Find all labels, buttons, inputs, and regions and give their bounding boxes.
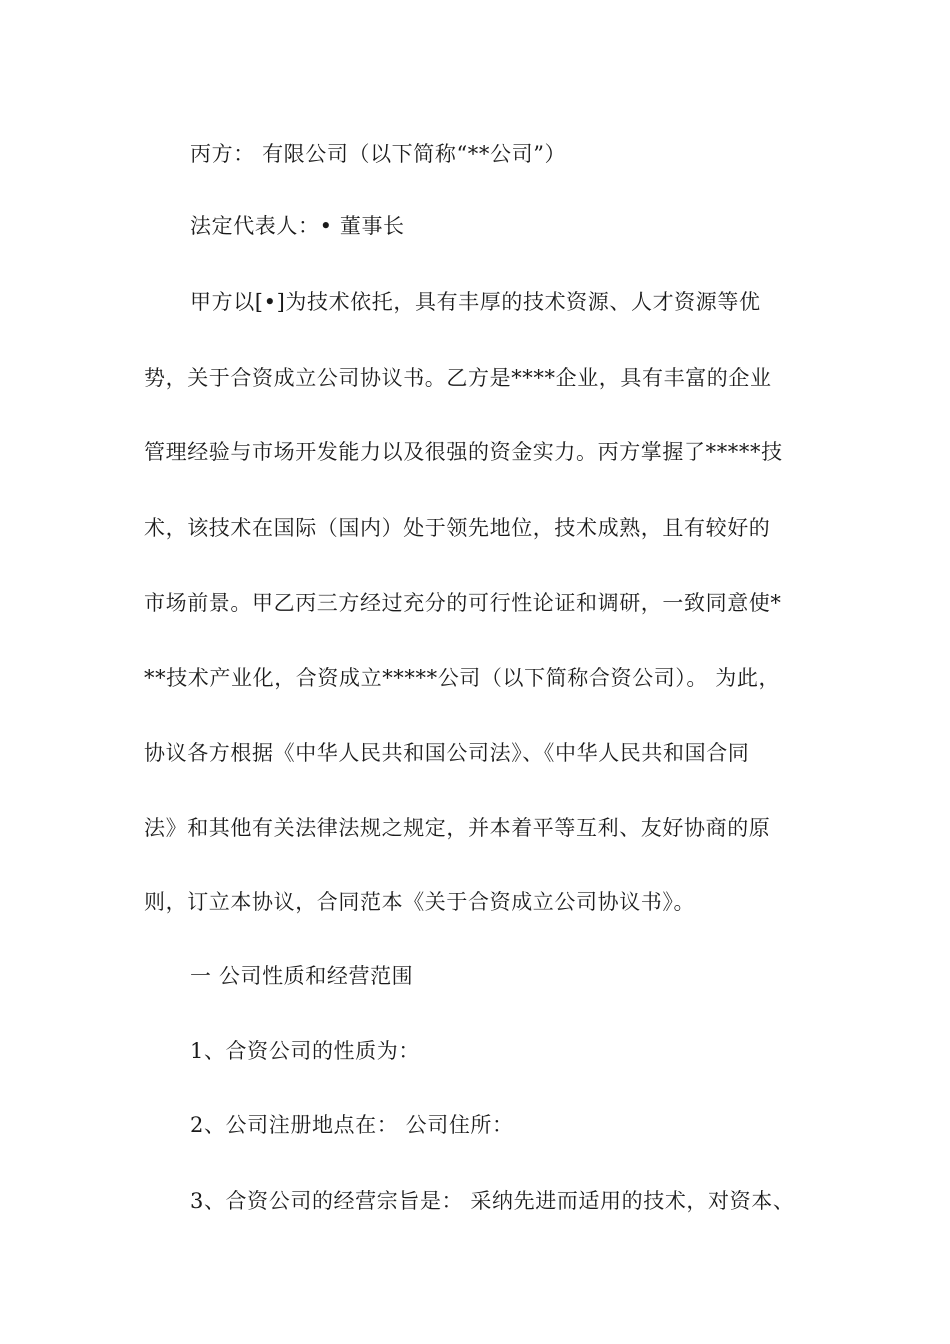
body-paragraph-line: 协议各方根据《中华人民共和国公司法》、《中华人民共和国合同 [144, 741, 750, 765]
clause-item: 1、合资公司的性质为： [190, 1039, 420, 1063]
body-paragraph-line: 甲方以[•]为技术依托，具有丰厚的技术资源、人才资源等优 [190, 290, 761, 314]
body-paragraph-line: 术，该技术在国际（国内）处于领先地位，技术成熟，且有较好的 [144, 516, 771, 540]
clause-item: 3、合资公司的经营宗旨是： 采纳先进而适用的技术，对资本、 [190, 1189, 795, 1213]
body-paragraph-line: 势，关于合资成立公司协议书。乙方是****企业，具有丰富的企业 [144, 366, 772, 390]
section-heading: 一 公司性质和经营范围 [190, 964, 414, 988]
party-c-line: 丙方： 有限公司（以下简称“**公司”） [190, 142, 567, 166]
body-paragraph-line: 市场前景。甲乙丙三方经过充分的可行性论证和调研，一致同意使* [144, 591, 782, 615]
body-paragraph-line: 法》和其他有关法律法规之规定，并本着平等互利、友好协商的原 [144, 816, 771, 840]
body-paragraph-line: 管理经验与市场开发能力以及很强的资金实力。丙方掌握了*****技 [144, 440, 783, 464]
clause-item: 2、公司注册地点在： 公司住所： [190, 1113, 514, 1137]
legal-representative-line: 法定代表人：• 董事长 [190, 214, 405, 238]
body-paragraph-line: 则，订立本协议，合同范本《关于合资成立公司协议书》。 [144, 890, 696, 914]
body-paragraph-line: **技术产业化，合资成立*****公司（以下简称合资公司）。 为此， [144, 666, 781, 690]
